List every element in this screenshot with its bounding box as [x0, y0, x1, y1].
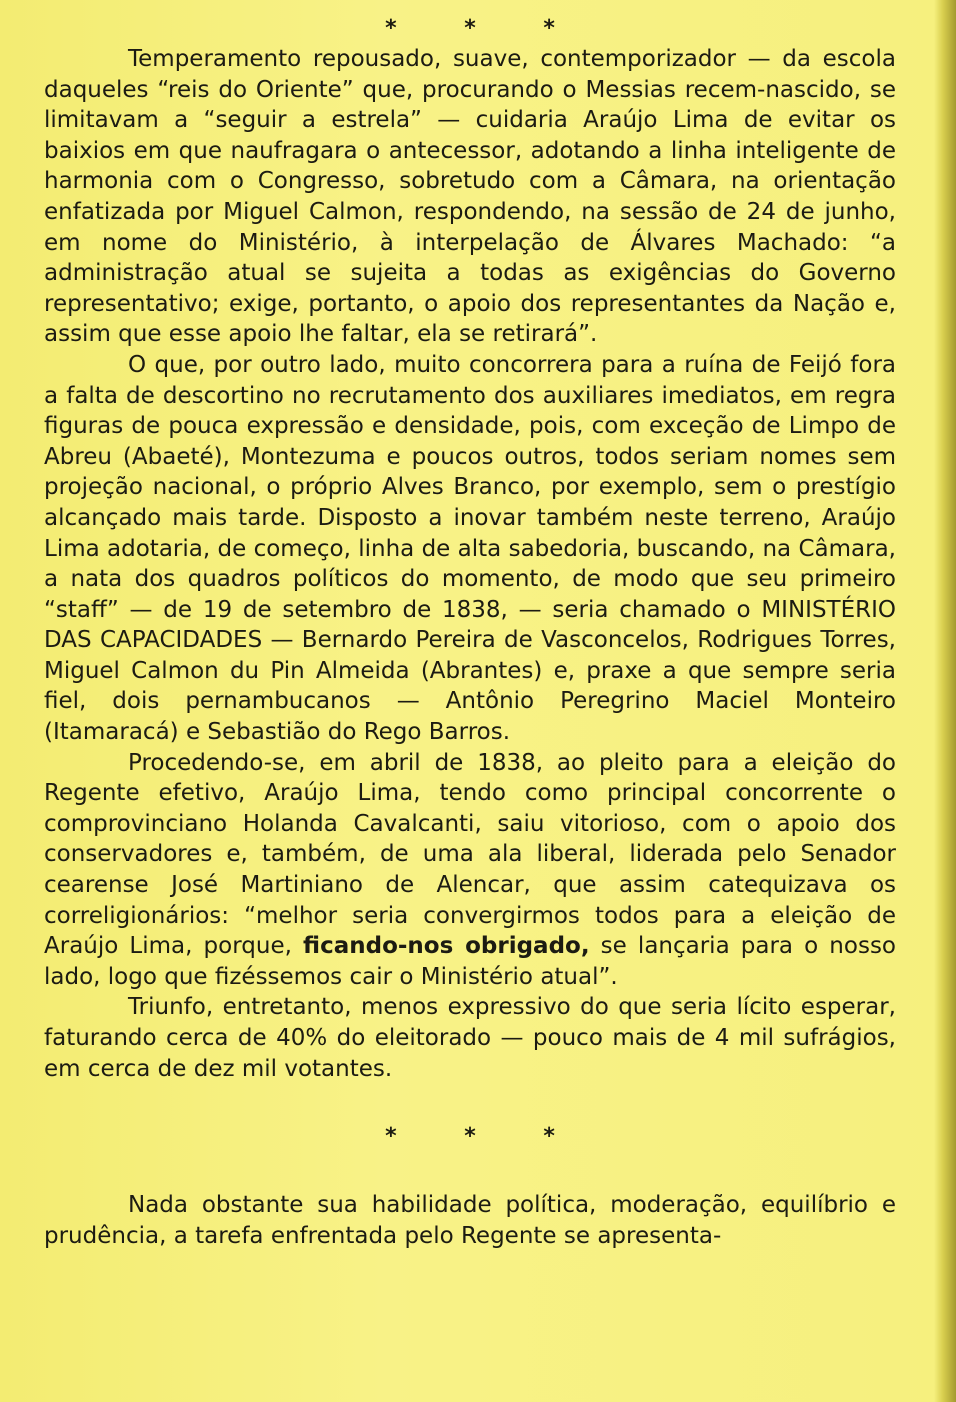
paragraph-nada-obstante: Nada obstante sua habilidade política, moderação, equilíbrio e prudência, a tarefa enfrentada pelo Regente se apresenta- — [44, 1192, 896, 1249]
paragraph-eleicao-text-end: se lançaria para o nosso lado, logo que fizéssemos cair o Ministério atual”. — [44, 933, 896, 990]
paragraph-eleicao-regente — [44, 748, 896, 993]
page-edge-shadow — [934, 0, 956, 1402]
section-separator-top: * * * — [385, 16, 585, 41]
paragraph-temperamento: Temperamento repousado, suave, contemporizador — da escola daqueles “reis do Oriente” que, procurando o Messias recem-nascido, se limitavam a “seguir a estrela” — cuidaria Araújo Lima de evitar os baixios em que naufragara o antecessor, adotando a linha inteligente de harmonia com o Congresso, sobretudo com a Câmara, na orientação enfatizada por Miguel Calmon, respondendo, na sessão de 24 de junho, em nome do Ministério, à interpelação de Álvares Machado: “a administração atual se sujeita a todas as exigências do Governo representativo; exige, portanto, o apoio dos representantes da Nação e, assim que esse apoio lhe faltar, ela se retirará”. — [44, 46, 896, 348]
paragraph-eleicao-bold-text: ficando-nos obrigado, — [303, 933, 590, 960]
paragraph-feijo: O que, por outro lado, muito concorrera para a ruína de Feijó fora a falta de descortino no recrutamento dos auxiliares imediatos, em regra figuras de pouca expressão e densidade, pois, com exceção de Limpo de Abreu (Abaeté), Montezuma e poucos outros, todos seriam nomes sem projeção nacional, o próprio Alves Branco, por exemplo, sem o prestígio alcançado mais tarde. Disposto a inovar também neste terreno, Araújo Lima adotaria, de começo, linha de alta sabedoria, buscando, na Câmara, a nata dos quadros políticos do momento, de modo que seu primeiro “staff” — de 19 de setembro de 1838, — seria chamado o MINISTÉRIO DAS CAPACIDADES — Bernardo Pereira de Vasconcelos, Rodrigues Torres, Miguel Calmon du Pin Almeida (Abrantes) e, praxe a que sempre seria fiel, dois pernambucanos — Antônio Peregrino Maciel Monteiro (Itamaracá) e Sebastião do Rego Barros. — [44, 351, 896, 746]
section-separator-bottom: * * * — [385, 1124, 585, 1150]
document-body — [44, 14, 896, 1251]
paragraph-eleicao-text-start: Procedendo-se, em abril de 1838, ao pleito para a eleição do Regente efetivo, Araújo Lima, tendo como principal concorrente o comprovinciano Holanda Cavalcanti, saiu vitorioso, com o apoio dos conservadores e, também, de uma ala liberal, liderada pelo Senador cearense José Martiniano de Alencar, que assim catequizava os correligionários: “melhor seria convergirmos todos para a eleição de Araújo Lima, porque, — [44, 749, 896, 960]
paragraph-triunfo: Triunfo, entretanto, menos expressivo do que seria lícito esperar, faturando cerca de 40% do eleitorado — pouco mais de 4 mil sufrágios, em cerca de dez mil votantes. — [44, 994, 896, 1082]
